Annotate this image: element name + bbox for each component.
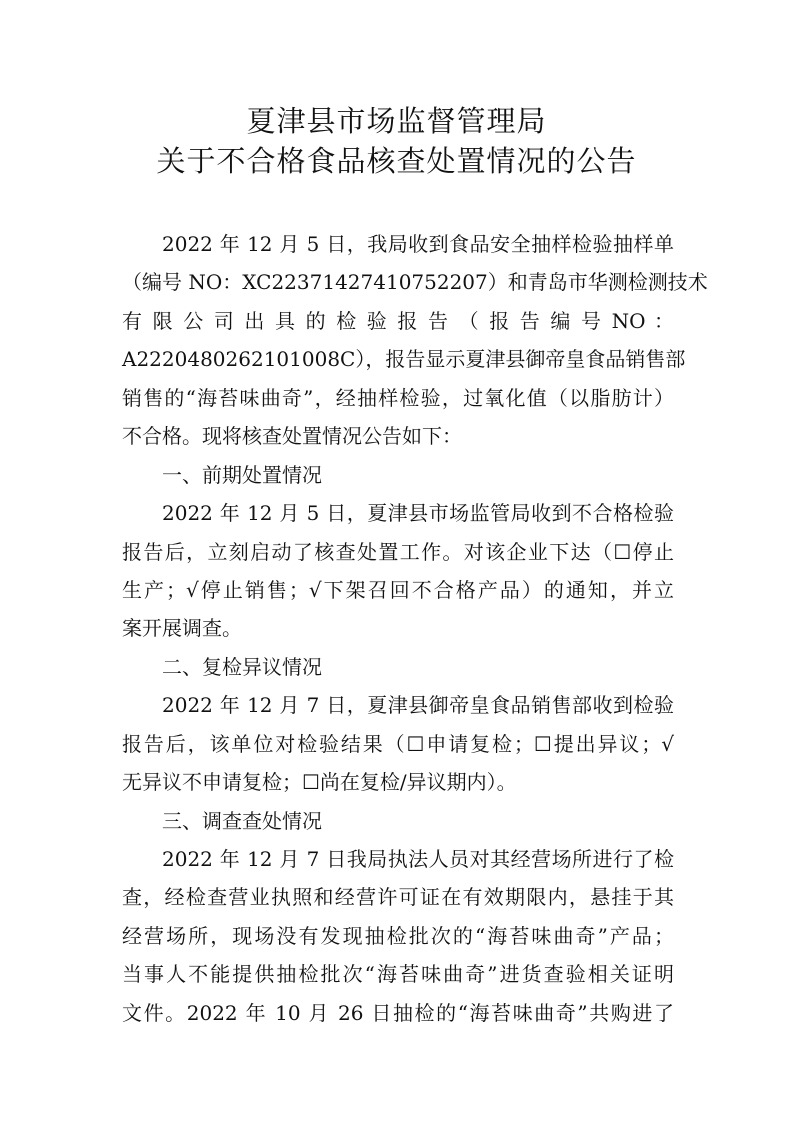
paragraph-line: 2022 年 12 月 7 日，夏津县御帝皇食品销售部收到检验 [162,693,674,718]
section-heading: 三、调查查处情况 [162,808,322,833]
paragraph-line: 当事人不能提供抽检批次“海苔味曲奇”进货查验相关证明 [122,962,674,987]
paragraph-line: 生产；√停止销售；√下架召回不合格产品）的通知，并立 [122,577,674,602]
paragraph-line: 2022 年 12 月 5 日，我局收到食品安全抽样检验抽样单 [162,232,674,256]
paragraph-line: 无异议不申请复检；☐尚在复检/异议期内）。 [122,770,517,795]
paragraph-line: 2022 年 12 月 7 日我局执法人员对其经营场所进行了检 [162,847,674,871]
paragraph-line: 报告后，该单位对检验结果（☐申请复检；☐提出异议；√ [122,731,674,756]
paragraph-line: 有 限 公 司 出 具 的 检 验 报 告 （ 报 告 编 号 NO ： [122,308,674,333]
paragraph-line: 查，经检查营业执照和经营许可证在有效期限内，悬挂于其 [122,885,674,910]
paragraph-line: 不合格。现将核查处置情况公告如下： [122,424,462,449]
document-title-line-2: 关于不合格食品核查处置情况的公告 [156,144,637,178]
paragraph-line: 案开展调查。 [122,616,242,641]
paragraph-line: 经营场所，现场没有发现抽检批次的“海苔味曲奇”产品； [122,923,674,948]
paragraph-line: 2022 年 12 月 5 日，夏津县市场监管局收到不合格检验 [162,501,674,526]
paragraph-line: 文件。2022 年 10 月 26 日抽检的“海苔味曲奇”共购进了 [122,1000,674,1025]
paragraph-line: A2220480262101008C），报告显示夏津县御帝皇食品销售部 [122,347,686,372]
section-heading: 二、复检异议情况 [162,654,322,679]
document-title-line-1: 夏津县市场监督管理局 [246,104,547,138]
section-heading: 一、前期处置情况 [162,462,322,487]
document-body [122,225,708,1032]
paragraph-line: （编号 NO：XC22371427410752207）和青岛市华测检测技术 [122,270,708,295]
paragraph-line: 销售的“海苔味曲奇”，经抽样检验，过氧化值（以脂肪计） [122,385,674,410]
paragraph-line: 报告后，立刻启动了核查处置工作。对该企业下达（☐停止 [122,539,674,564]
